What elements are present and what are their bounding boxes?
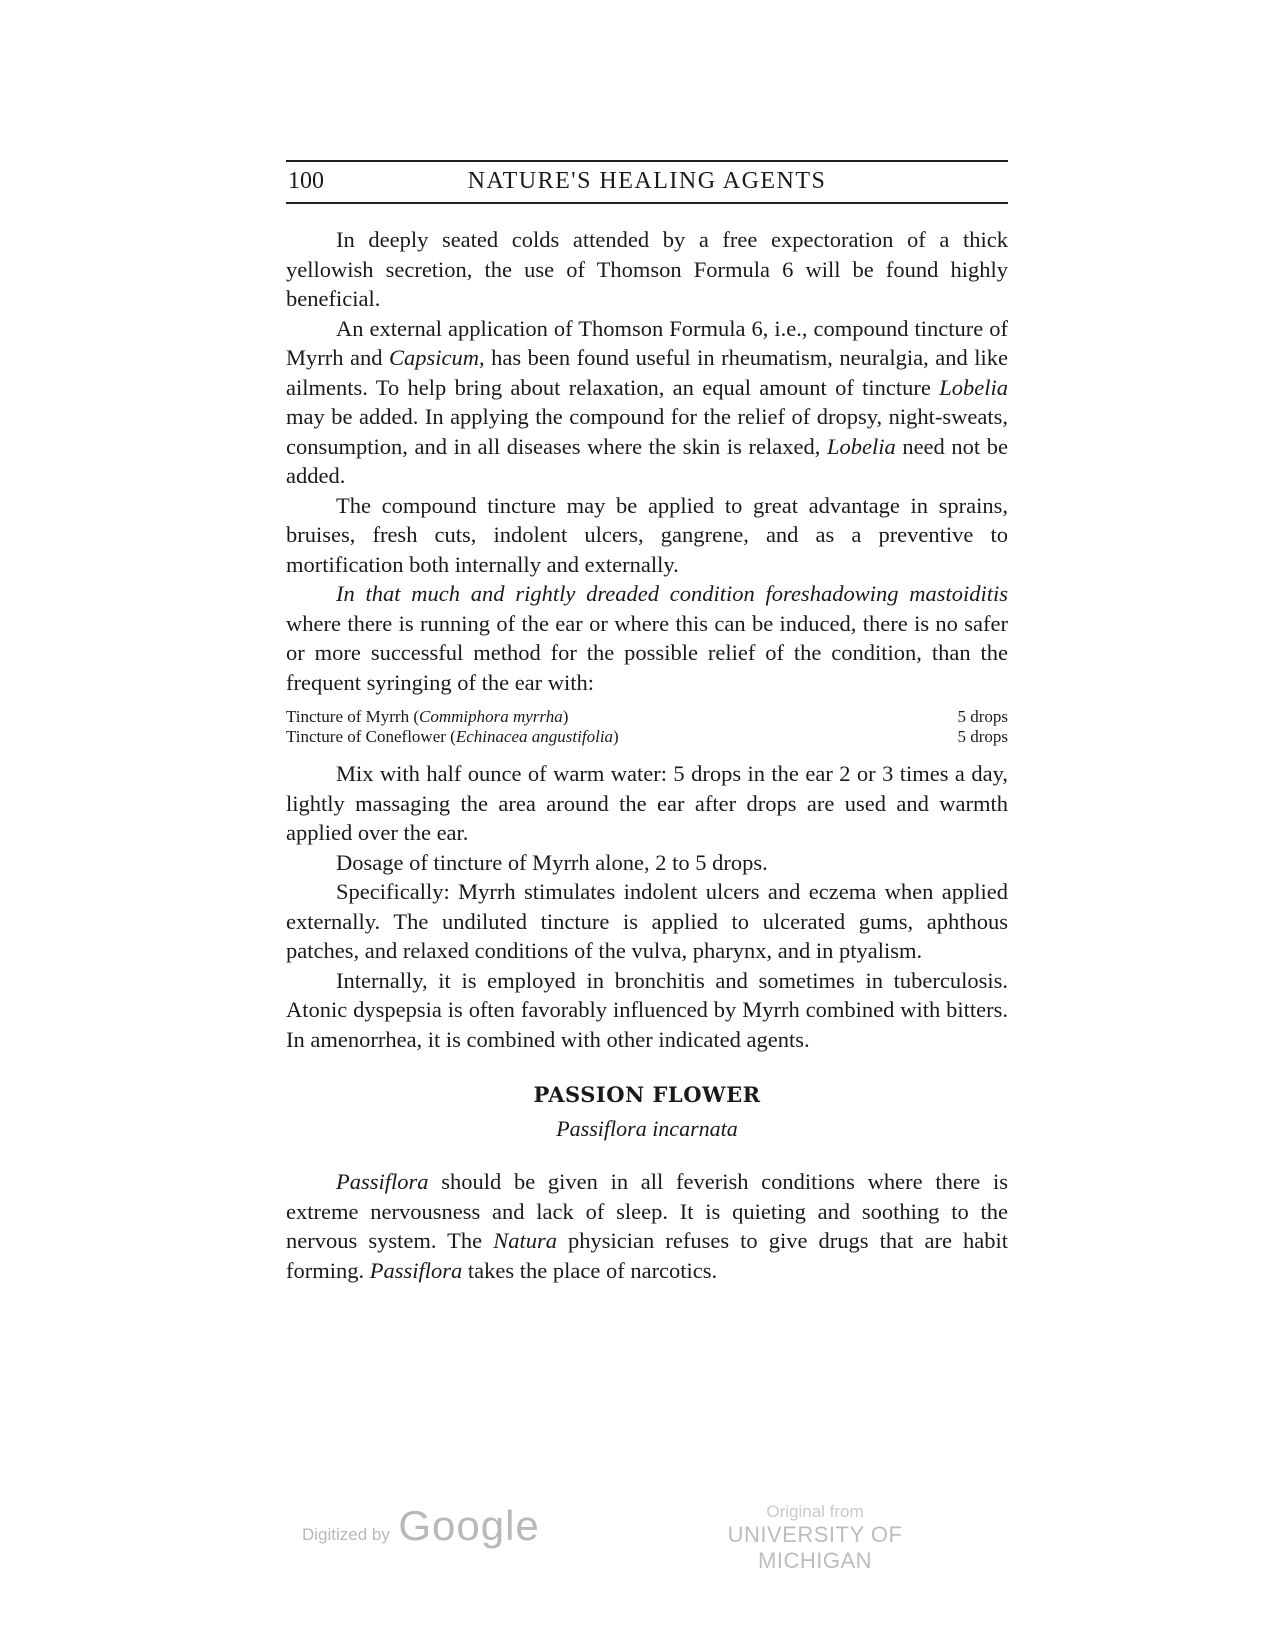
digitized-by-watermark: [302, 1502, 540, 1550]
recipe-ingredient: Tincture of Coneflower (Echinacea angustifolia): [286, 727, 619, 746]
digitized-prefix: Digitized by: [302, 1525, 390, 1544]
recipe-row: [286, 727, 1008, 747]
paragraph-9: Passiflora should be given in all feverish conditions where there is extreme nervousness and lack of sleep. It is quieting and soothing to the nervous system. The Natura physician refuses to give drugs that are habit forming. Passiflora takes the place of narcotics.: [286, 1169, 1008, 1283]
original-from-watermark: [680, 1502, 950, 1574]
recipe-quantity: 5 drops: [957, 707, 1008, 726]
paragraph-8: Internally, it is employed in bronchitis and sometimes in tuberculosis. Atonic dyspepsia is often favorably influenced by Myrrh combined with bitters. In amenorrhea, it is combined with other indicated agents.: [286, 967, 1008, 1052]
original-from-label: Original from: [766, 1502, 864, 1521]
paragraph-1: In deeply seated colds attended by a free expectoration of a thick yellowish secretion, the use of Thomson Formula 6 will be found highly beneficial.: [286, 227, 1008, 311]
paragraph-4: In that much and rightly dreaded condition foreshadowing mastoiditis where there is running of the ear or where this can be induced, there is no safer or more successful method for the possible relief of the condition, than the frequent syringing of the ear with:: [286, 581, 1008, 695]
recipe-quantity: 5 drops: [957, 727, 1008, 746]
recipe-table: [286, 707, 1008, 747]
recipe-row: [286, 707, 1008, 727]
google-logo: Google: [398, 1502, 540, 1549]
paragraph-5: Mix with half ounce of warm water: 5 drops in the ear 2 or 3 times a day, lightly massaging the area around the ear after drops are used and warmth applied over the ear.: [286, 761, 1008, 845]
page-body: [286, 225, 1008, 1285]
paragraph-7: Specifically: Myrrh stimulates indolent ulcers and eczema when applied externally. The undiluted tincture is applied to ulcerated gums, aphthous patches, and relaxed conditions of the vulva, pharynx, and in ptyalism.: [286, 879, 1008, 963]
running-header: [286, 160, 1008, 204]
section-subtitle: Passiflora incarnata: [556, 1115, 738, 1141]
paragraph-6: Dosage of tincture of Myrrh alone, 2 to 5 drops.: [336, 849, 768, 875]
original-source: UNIVERSITY OF MICHIGAN: [727, 1522, 903, 1573]
page-number: 100: [288, 168, 324, 194]
paragraph-3: The compound tincture may be applied to great advantage in sprains, bruises, fresh cuts, indolent ulcers, gangrene, and as a preventive to mortification both internally and externally.: [286, 492, 1008, 577]
running-title: NATURE'S HEALING AGENTS: [467, 168, 827, 194]
recipe-ingredient: Tincture of Myrrh (Commiphora myrrha): [286, 707, 569, 726]
paragraph-2: An external application of Thomson Formula 6, i.e., compound tincture of Myrrh and Capsicum, has been found useful in rheumatism, neuralgia, and like ailments. To help bring about relaxation, an equal amount of tincture Lobelia may be added. In applying the compound for the relief of dropsy, night-sweats, consumption, and in all diseases where the skin is relaxed, Lobelia need not be added.: [286, 315, 1009, 488]
section-title: PASSION FLOWER: [533, 1082, 761, 1107]
